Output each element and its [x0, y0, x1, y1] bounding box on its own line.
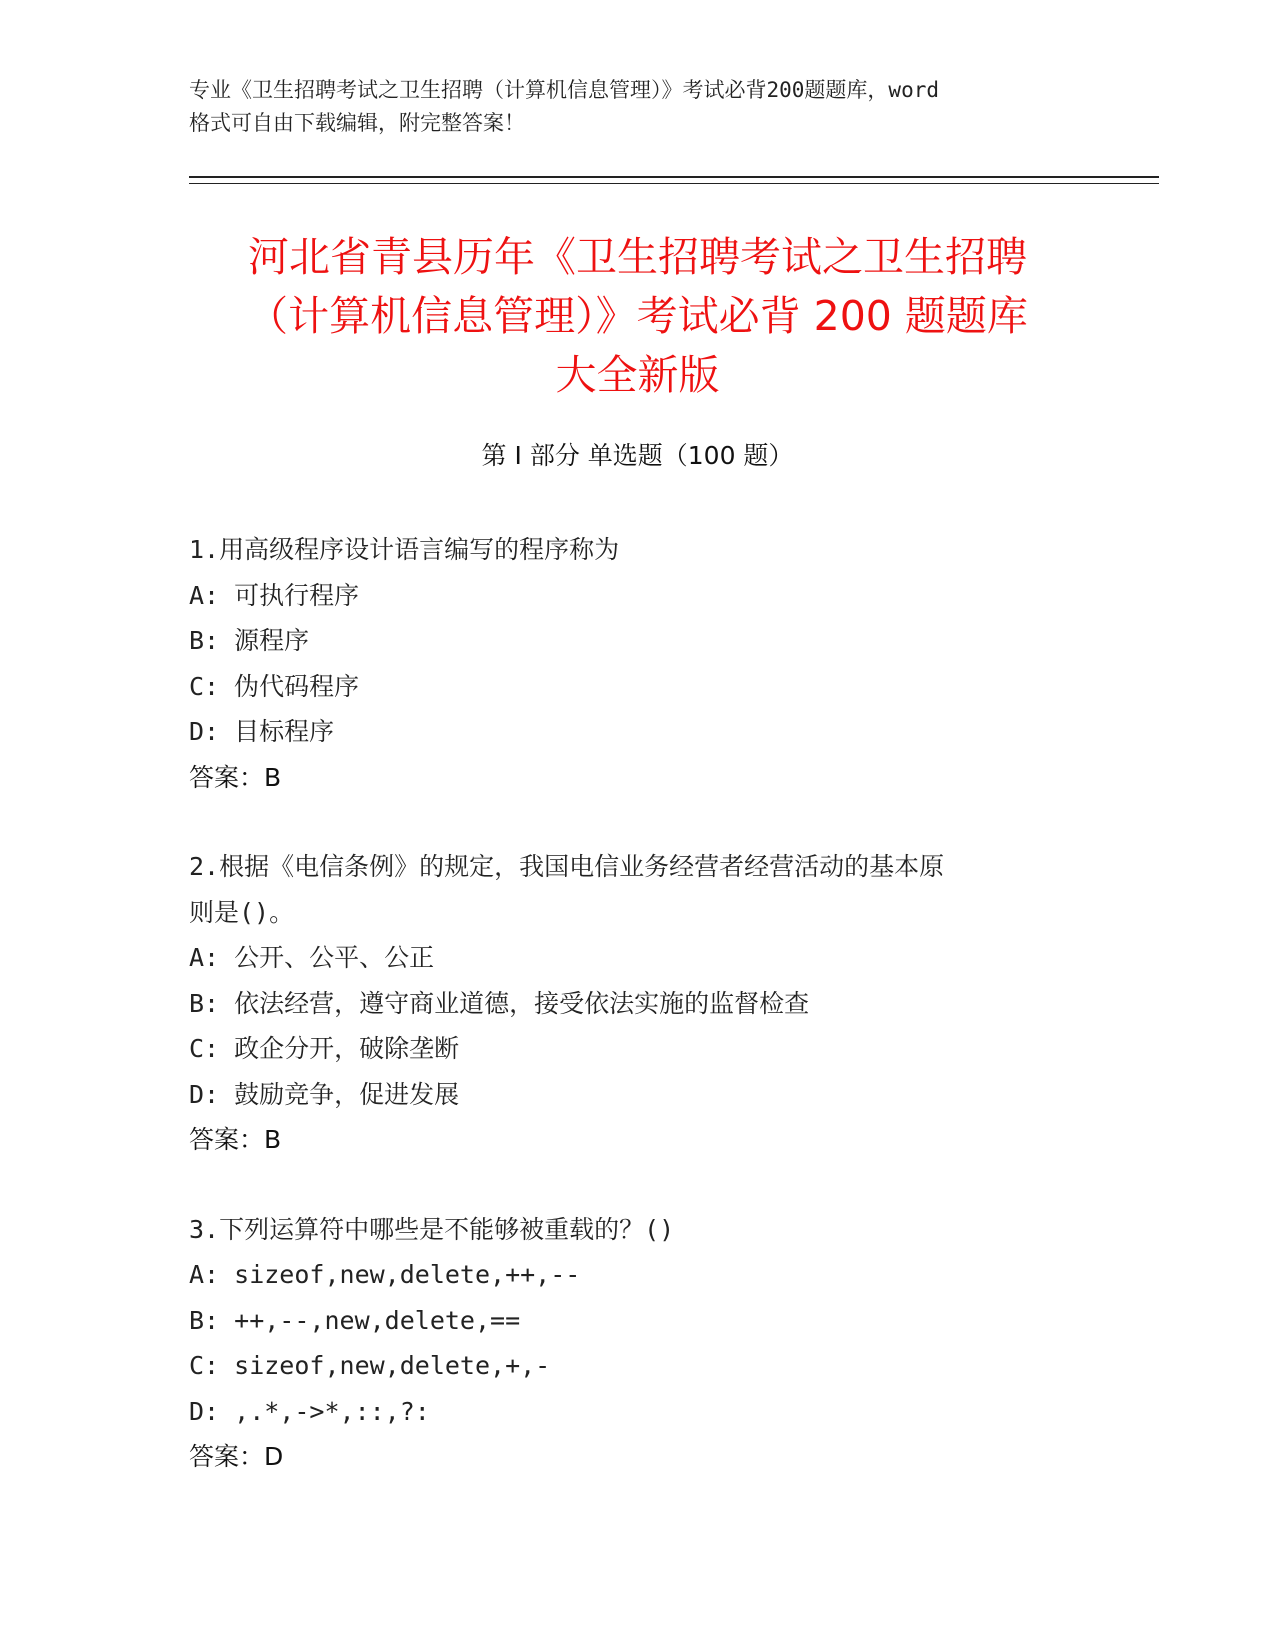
header-note-line-1: 专业《卫生招聘考试之卫生招聘（计算机信息管理）》考试必背200题题库，word: [189, 78, 939, 102]
option-b: B: 源程序: [189, 626, 310, 655]
question-2: [189, 844, 1089, 1163]
question-list: [189, 527, 1089, 1524]
document-title-line-3: 大全新版: [555, 351, 720, 399]
question-stem: 1.用高级程序设计语言编写的程序称为: [189, 535, 620, 564]
document-title: [150, 228, 1125, 405]
header-divider-thin: [189, 183, 1159, 184]
header-divider-thick: [189, 176, 1159, 178]
option-a: A: 可执行程序: [189, 580, 360, 610]
option-d: D: 鼓励竞争，促进发展: [189, 1079, 460, 1109]
option-a: A: 公开、公平、公正: [189, 943, 435, 972]
header-note: [189, 74, 1089, 140]
answer: 答案：D: [189, 1442, 284, 1471]
option-b: B: 依法经营，遵守商业道德，接受依法实施的监督检查: [189, 988, 810, 1018]
question-3: [189, 1207, 1089, 1480]
document-title-line-2: （计算机信息管理）》考试必背 200 题题库: [247, 292, 1028, 340]
question-stem: 3.下列运算符中哪些是不能够被重载的？(): [189, 1214, 675, 1244]
question-1: [189, 527, 1089, 800]
option-d: D: ,.*,->*,::,?:: [189, 1396, 430, 1426]
option-c: C: 伪代码程序: [189, 671, 360, 701]
answer: 答案：B: [189, 762, 282, 792]
question-stem-continued: 则是()。: [189, 897, 295, 927]
option-d: D: 目标程序: [189, 717, 335, 746]
option-a: A: sizeof,new,delete,++,--: [189, 1260, 581, 1289]
option-b: B: ++,--,new,delete,==: [189, 1305, 521, 1335]
header-note-line-2: 格式可自由下载编辑，附完整答案！: [189, 111, 525, 135]
document-title-line-1: 河北省青县历年《卫生招聘考试之卫生招聘: [248, 233, 1027, 281]
question-stem: 2.根据《电信条例》的规定，我国电信业务经营者经营活动的基本原: [189, 852, 945, 881]
option-c: C: sizeof,new,delete,+,-: [189, 1351, 551, 1380]
answer: 答案：B: [189, 1125, 282, 1154]
option-c: C: 政企分开，破除垄断: [189, 1034, 460, 1063]
section-title: 第 I 部分 单选题（100 题）: [481, 441, 794, 470]
